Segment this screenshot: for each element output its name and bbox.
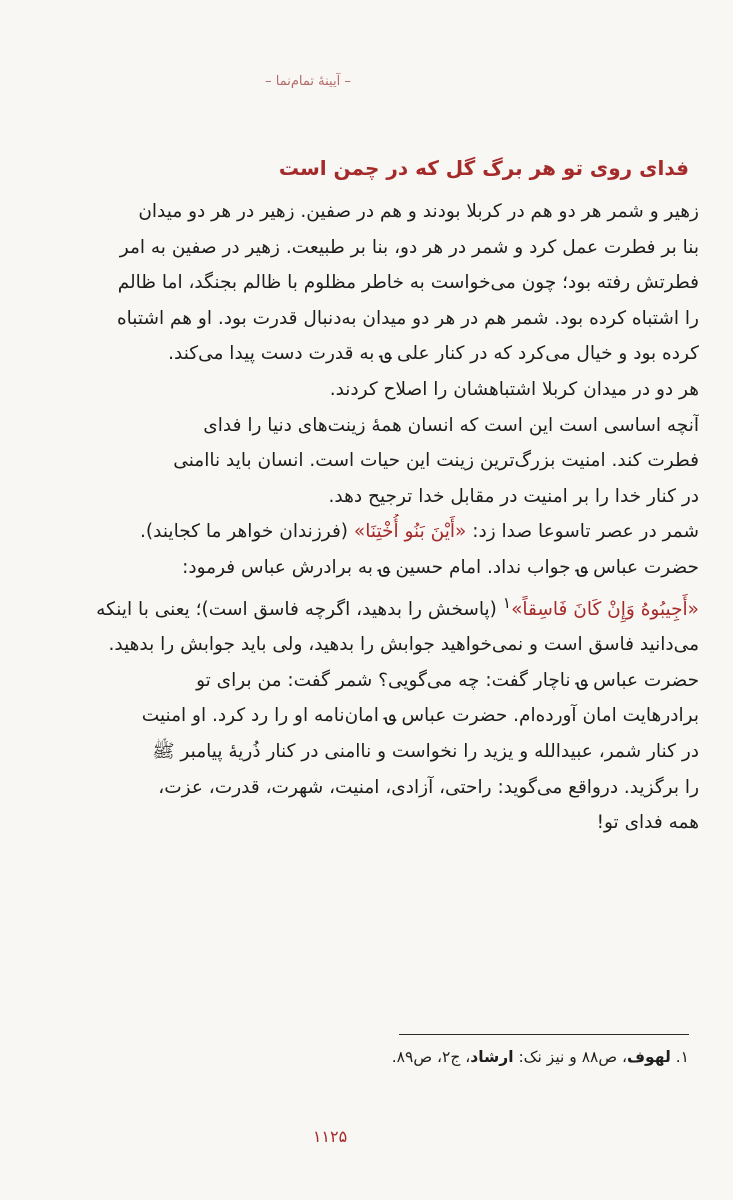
paragraph-3 — [49, 514, 699, 663]
footnote — [39, 1048, 689, 1066]
text-line: بنا بر فطرت عمل کرد و شمر در هر دو، بنا بر طبیعت. زهیر در صفین به امر — [119, 236, 699, 258]
paragraph-4 — [49, 663, 699, 841]
text-line: هر دو در میدان کربلا اشتباهشان را اصلاح کردند. — [329, 378, 699, 400]
footnote-divider — [399, 1034, 689, 1035]
text-line: حضرت عباس ؈ ناچار گفت: چه می‌گویی؟ شمر گفت: من برای تو — [196, 669, 699, 691]
footnote-text: ، ج۲، ص۸۹. — [391, 1048, 471, 1066]
footnote-number: ۱. — [675, 1048, 689, 1066]
text-line: را اشتباه کرده بود. شمر هم در هر دو میدان به‌دنبال قدرت بود. او هم اشتباه — [116, 307, 699, 329]
text-line: می‌دانید فاسق است و نمی‌خواهید جوابش را بدهید، ولی باید جوابش را بدهید. — [108, 634, 699, 656]
section-title: فدای روی تو هر برگ گل که در چمن است — [278, 156, 689, 180]
text-line — [49, 514, 699, 550]
line-text: شمر در عصر تاسوعا صدا زد: — [466, 521, 699, 543]
text-line: در کنار خدا را بر امنیت در مقابل خدا ترجیح دهد. — [328, 485, 699, 507]
arabic-quote: «أَیْنَ بَنُو أُخْتِنَا» — [353, 521, 467, 543]
text-line: آنچه اساسی است این است که انسان همهٔ زینت‌های دنیا را فدای — [203, 414, 699, 436]
text-line: زهیر و شمر هر دو هم در کربلا بودند و هم در صفین. زهیر در هر دو میدان — [138, 201, 699, 222]
paragraph-1 — [49, 194, 699, 408]
footnote-source: ارشاد — [470, 1048, 514, 1066]
text-line: همه فدای تو! — [596, 812, 699, 834]
text-line: فطرتش رفته بود؛ چون می‌خواست به خاطر مظلوم با ظالم بجنگد، اما ظالم — [117, 272, 699, 294]
paragraph-2 — [49, 408, 699, 515]
footnote-marker: ۱ — [502, 593, 512, 612]
body-text — [49, 194, 699, 841]
running-head: – آیینهٔ تمام‌نما – — [265, 74, 351, 89]
page-number: ۱۱۲۵ — [312, 1127, 348, 1146]
text-line: برادرهایت امان آورده‌ام. حضرت عباس ؈ امان‌نامه او را رد کرد. او امنیت — [141, 705, 699, 727]
line-text: (پاسخش را بدهید، اگرچه فاسق است)؛ یعنی با اینکه — [96, 598, 503, 620]
line-text: (فرزندان خواهر ما کجایند). — [140, 521, 354, 543]
text-line: حضرت عباس ؈ جواب نداد. امام حسین ؈ به برادرش عباس فرمود: — [182, 556, 699, 578]
text-line: در کنار شمر، عبیدالله و یزید را نخواست و ناامنی در کنار ذُریهٔ پیامبر ﷺ — [152, 741, 699, 763]
arabic-quote: «أَجِیبُوهُ وَإِنْ کَانَ فَاسِقاً» — [511, 598, 699, 620]
text-line: را برگزید. درواقع می‌گوید: راحتی، آزادی، امنیت، شهرت، قدرت، عزت، — [158, 776, 699, 798]
footnote-source: لهوف — [627, 1048, 671, 1066]
footnote-text: ، ص۸۸ و نیز نک: — [513, 1048, 628, 1066]
text-line: فطرت کند. امنیت بزرگ‌ترین زینت این حیات است. انسان باید ناامنی — [173, 450, 699, 472]
text-line: کرده بود و خیال می‌کرد که در کنار علی ؈ به قدرت دست پیدا می‌کند. — [168, 343, 699, 365]
text-line — [49, 586, 699, 628]
